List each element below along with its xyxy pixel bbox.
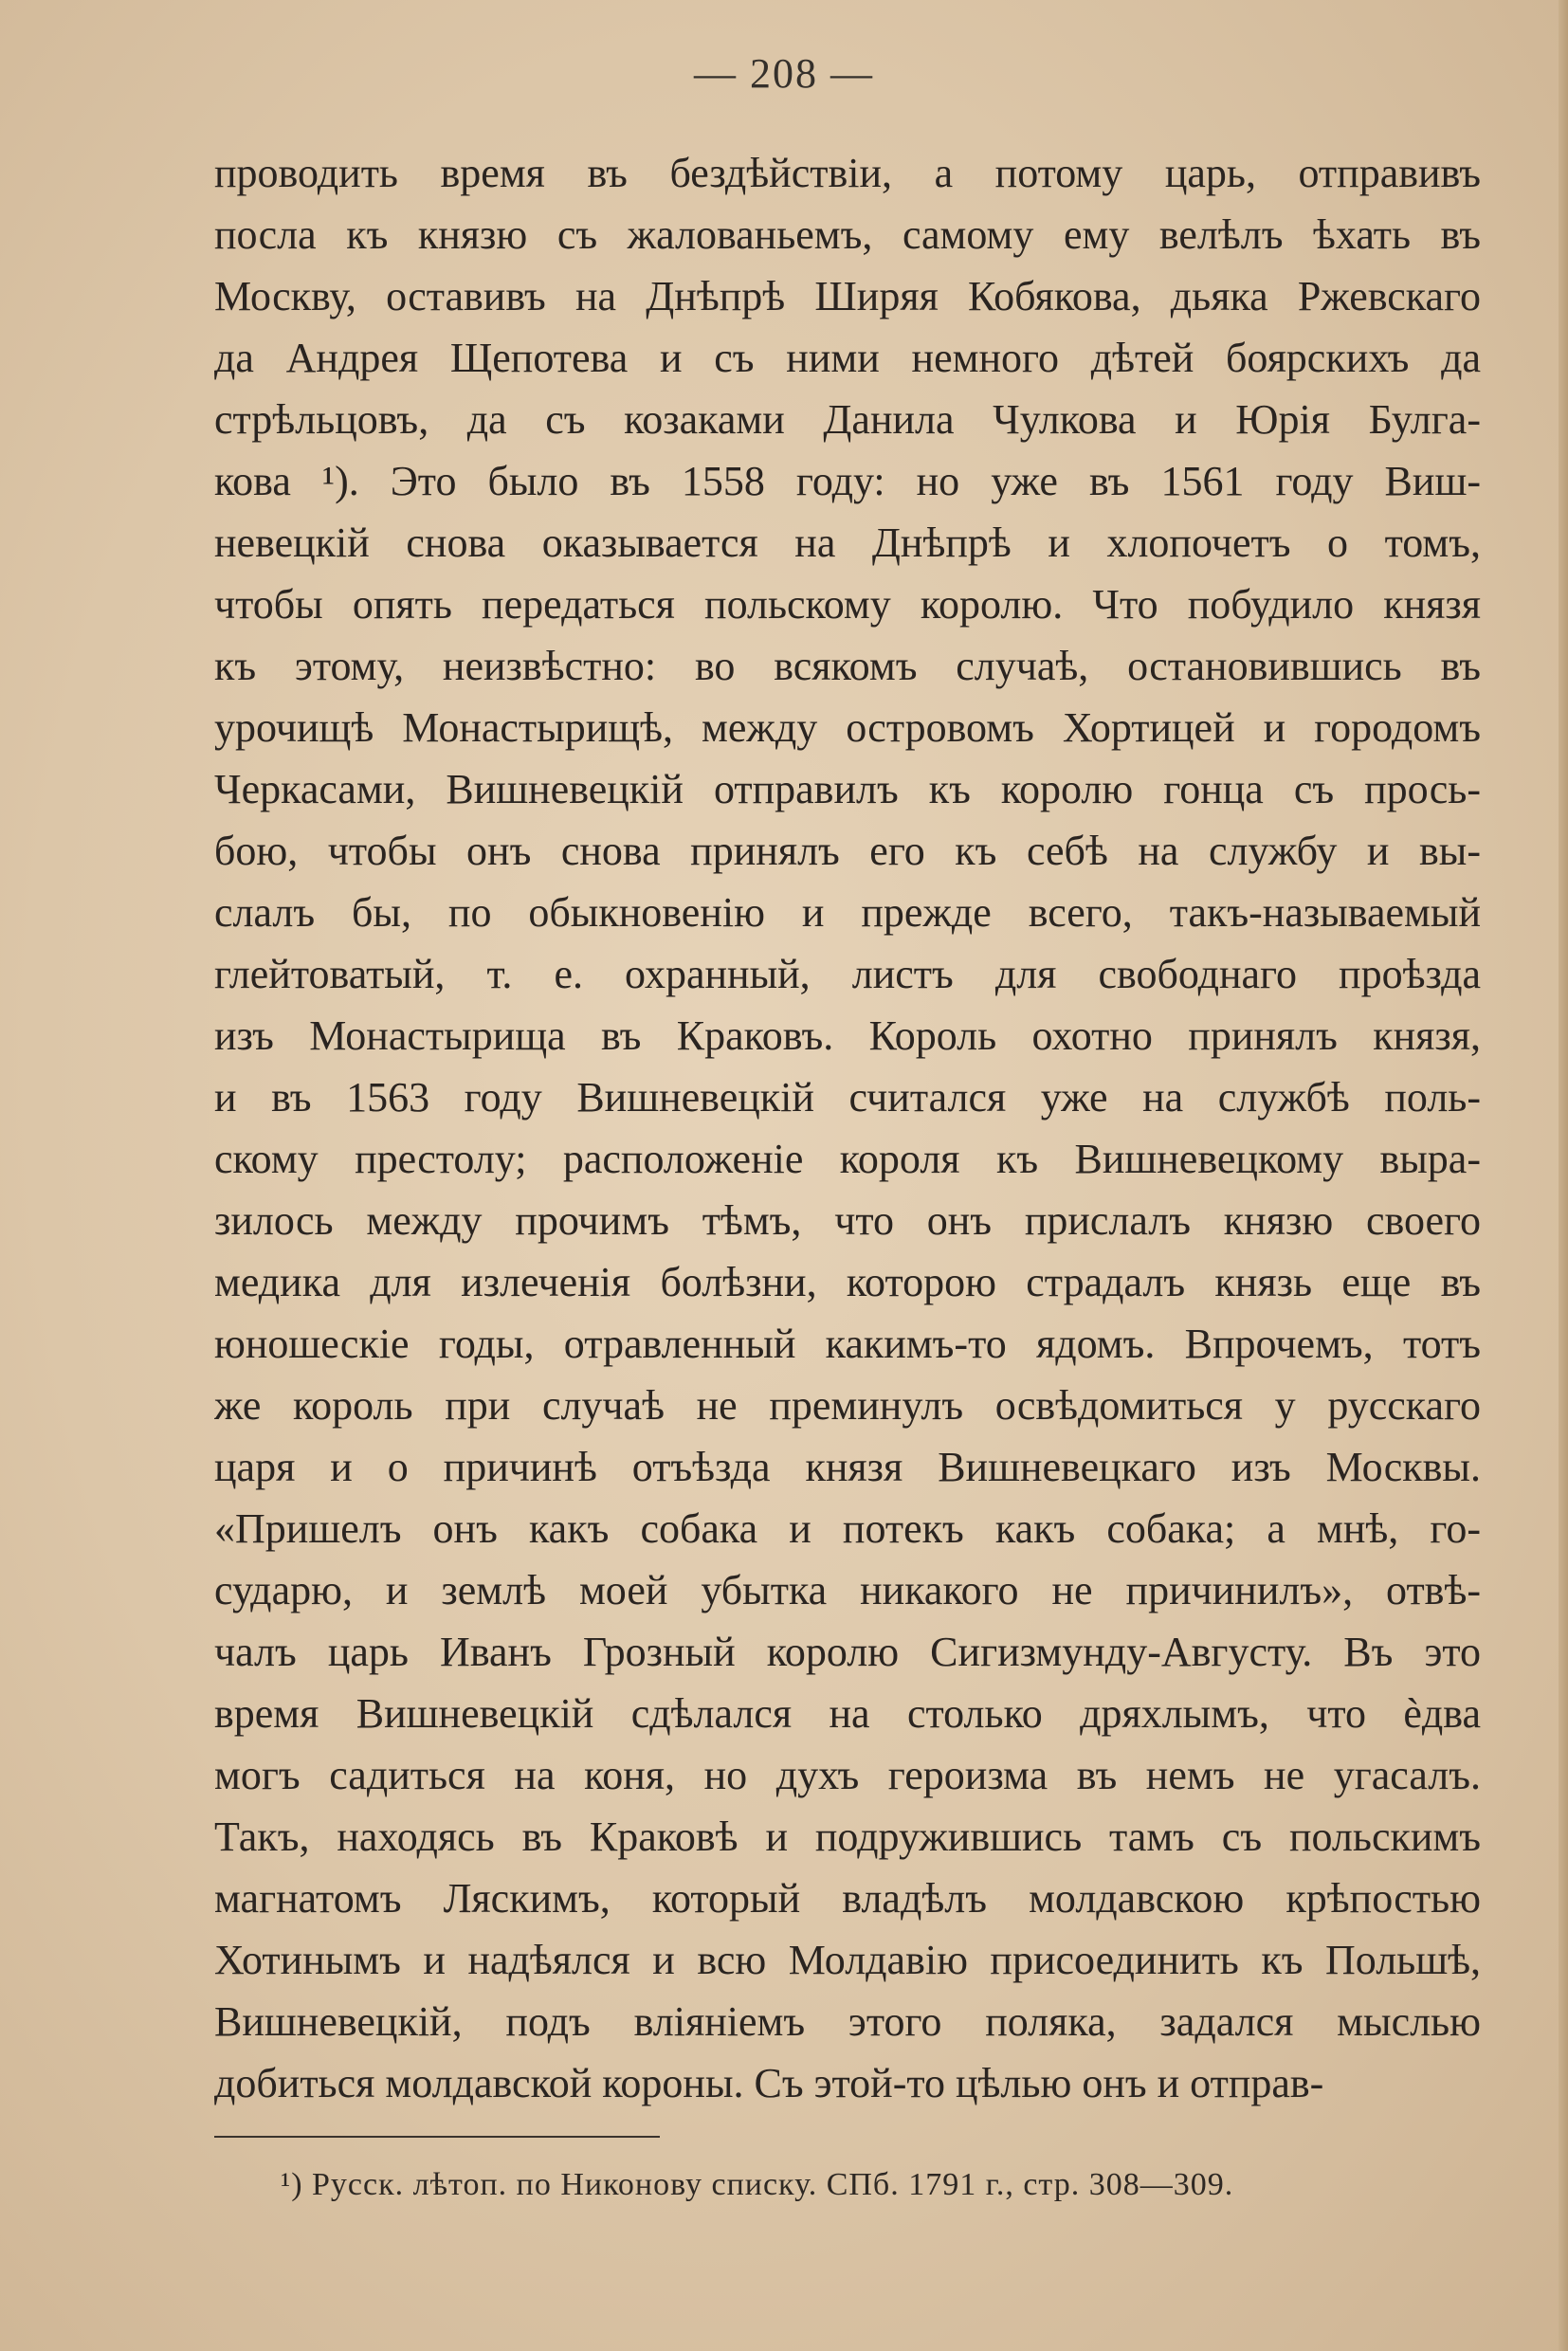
text-line: скому престолу; расположеніе короля къ Вишневецкому выра- bbox=[214, 1136, 1481, 1182]
text-line: сударю, и землѣ моей убытка никакого не причинилъ», отвѣ- bbox=[214, 1567, 1481, 1613]
footnote: ¹) Русск. лѣтоп. по Никонову списку. СПб. 1791 г., стр. 308—309. bbox=[281, 2167, 1234, 2202]
page-edge-shadow bbox=[1559, 0, 1568, 2351]
text-line: чтобы опять передаться польскому королю. Что побудило князя bbox=[214, 581, 1481, 628]
text-line: глейтоватый, т. е. охранный, листъ для свободнаго проѣзда bbox=[214, 951, 1481, 997]
text-line: посла къ князю съ жалованьемъ, самому ему велѣлъ ѣхать въ bbox=[214, 211, 1481, 258]
text-line: «Пришелъ онъ какъ собака и потекъ какъ собака; а мнѣ, го- bbox=[214, 1505, 1481, 1552]
text-line: кова ¹). Это было въ 1558 году: но уже въ 1561 году Виш- bbox=[214, 458, 1481, 504]
text-line: юношескіе годы, отравленный какимъ-то ядомъ. Впрочемъ, тотъ bbox=[214, 1321, 1481, 1367]
text-line: чалъ царь Иванъ Грозный королю Сигизмунду-Августу. Въ это bbox=[214, 1629, 1481, 1675]
text-line: царя и о причинѣ отъѣзда князя Вишневецкаго изъ Москвы. bbox=[214, 1444, 1481, 1490]
text-line: урочищѣ Монастырищѣ, между островомъ Хортицей и городомъ bbox=[214, 704, 1481, 751]
text-line: зилось между прочимъ тѣмъ, что онъ прислалъ князю своего bbox=[214, 1197, 1481, 1244]
text-line: добиться молдавской короны. Съ этой-то цѣлью онъ и отправ- bbox=[214, 2060, 1324, 2106]
text-line: Такъ, находясь въ Краковѣ и подружившись тамъ съ польскимъ bbox=[214, 1813, 1481, 1860]
text-line: медика для излеченія болѣзни, которою страдалъ князь еще въ bbox=[214, 1259, 1481, 1305]
text-line: Черкасами, Вишневецкій отправилъ къ королю гонца съ прось- bbox=[214, 766, 1481, 812]
text-line: Вишневецкій, подъ вліяніемъ этого поляка, задался мыслью bbox=[214, 1998, 1481, 2045]
text-line: проводить время въ бездѣйствіи, а потому царь, отправивъ bbox=[214, 150, 1481, 196]
text-line: и въ 1563 году Вишневецкій считался уже на службѣ поль- bbox=[214, 1074, 1481, 1121]
text-line: время Вишневецкій сдѣлался на столько дряхлымъ, что ѐдва bbox=[214, 1690, 1481, 1737]
page-number: — 208 — bbox=[694, 50, 874, 97]
text-line: бою, чтобы онъ снова принялъ его къ себѣ на службу и вы- bbox=[214, 828, 1481, 874]
text-line: могъ садиться на коня, но духъ героизма въ немъ не угасалъ. bbox=[214, 1752, 1481, 1798]
text-line: Москву, оставивъ на Днѣпрѣ Ширяя Кобякова, дьяка Ржевскаго bbox=[214, 273, 1481, 319]
text-line: да Андрея Щепотева и съ ними немного дѣтей боярскихъ да bbox=[214, 335, 1481, 381]
text-line: стрѣльцовъ, да съ козаками Данила Чулкова и Юрія Булга- bbox=[214, 396, 1481, 443]
text-line: изъ Монастырища въ Краковъ. Король охотно принялъ князя, bbox=[214, 1012, 1481, 1059]
text-line: магнатомъ Ляскимъ, который владѣлъ молдавскою крѣпостью bbox=[214, 1875, 1481, 1922]
body-text bbox=[214, 142, 1481, 2114]
text-line: къ этому, неизвѣстно: во всякомъ случаѣ, остановившись въ bbox=[214, 643, 1481, 689]
text-line: же король при случаѣ не преминулъ освѣдомиться у русскаго bbox=[214, 1382, 1481, 1429]
text-line: слалъ бы, по обыкновенію и прежде всего, такъ-называемый bbox=[214, 889, 1481, 936]
text-line: Хотинымъ и надѣялся и всю Молдавію присоединить къ Польшѣ, bbox=[214, 1937, 1481, 1983]
text-line: невецкій снова оказывается на Днѣпрѣ и хлопочетъ о томъ, bbox=[214, 519, 1481, 566]
footnote-separator bbox=[214, 2136, 660, 2138]
